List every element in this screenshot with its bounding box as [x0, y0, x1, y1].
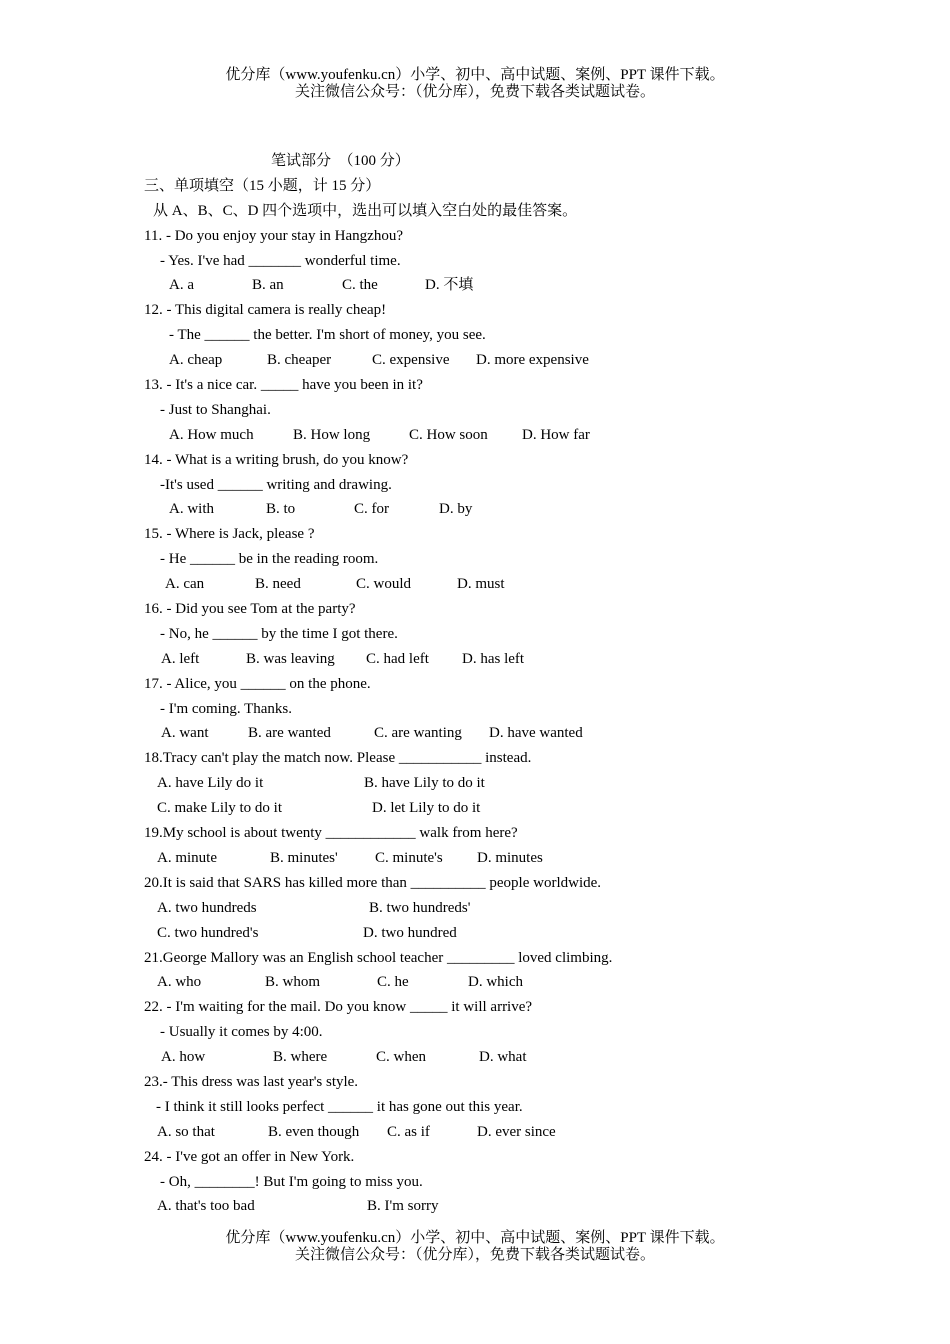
question-19-options	[144, 846, 864, 871]
question-13-stem: 13. - It's a nice car. _____ have you been in it?	[144, 377, 423, 394]
section-title: 笔试部分 （100 分）	[271, 153, 410, 169]
question-16-option-b: B. was leaving	[246, 650, 335, 667]
question-12-option-a: A. cheap	[169, 352, 223, 369]
exam-content	[144, 149, 864, 1219]
question-19-option-b: B. minutes'	[270, 849, 338, 866]
question-17-option-c: C. are wanting	[374, 725, 462, 742]
question-14-option-c: C. for	[354, 501, 389, 518]
question-11-options	[144, 273, 864, 298]
question-19-option-a: A. minute	[157, 849, 217, 866]
question-14-option-b: B. to	[266, 501, 296, 518]
question-15-stem: 15. - Where is Jack, please ?	[144, 526, 315, 543]
question-18-options-row-2	[144, 796, 864, 821]
question-13-option-c: C. How soon	[409, 426, 488, 443]
question-15-option-a: A. can	[165, 576, 205, 593]
question-12-option-d: D. more expensive	[476, 352, 589, 369]
question-15-option-b: B. need	[255, 576, 301, 593]
question-22-option-b: B. where	[273, 1049, 328, 1066]
header-line-1: 优分库（www.youfenku.cn）小学、初中、高中试题、案例、PPT 课件下载。	[225, 67, 725, 83]
question-14-response: -It's used ______ writing and drawing.	[160, 476, 392, 493]
question-18-option-a: A. have Lily do it	[157, 775, 264, 792]
question-20-options-row-2	[144, 921, 864, 946]
question-11-option-c: C. the	[342, 277, 378, 294]
question-12-options	[144, 348, 864, 373]
question-22-option-c: C. when	[376, 1049, 426, 1066]
question-24-option-a: A. that's too bad	[157, 1198, 255, 1215]
question-22-options	[144, 1045, 864, 1070]
question-15-option-d: D. must	[457, 576, 505, 593]
question-11-option-a: A. a	[169, 277, 194, 294]
question-21-option-c: C. he	[377, 974, 409, 991]
question-24-option-b: B. I'm sorry	[367, 1198, 439, 1215]
question-13-options	[144, 423, 864, 448]
footer-line-2: 关注微信公众号：（优分库），免费下载各类试题试卷。	[294, 1247, 655, 1263]
question-14-stem: 14. - What is a writing brush, do you know?	[144, 451, 409, 468]
question-12-option-c: C. expensive	[372, 352, 450, 369]
header-line-2: 关注微信公众号：（优分库），免费下载各类试题试卷。	[294, 84, 655, 100]
question-20-option-b: B. two hundreds'	[369, 899, 471, 916]
question-20-options-row-1	[144, 896, 864, 921]
question-14-option-d: D. by	[439, 501, 473, 518]
question-17-options	[144, 721, 864, 746]
question-21-options	[144, 970, 864, 995]
question-20-stem: 20.It is said that SARS has killed more than __________ people worldwide.	[144, 874, 602, 891]
question-22-option-d: D. what	[479, 1049, 527, 1066]
question-16-response: - No, he ______ by the time I got there.	[160, 625, 398, 642]
question-23-option-d: D. ever since	[477, 1123, 556, 1140]
question-22-option-a: A. how	[161, 1049, 206, 1066]
question-17-option-d: D. have wanted	[489, 725, 583, 742]
question-23-option-b: B. even though	[268, 1123, 360, 1140]
section-heading: 三、单项填空（15 小题，计 15 分）	[144, 177, 381, 194]
question-15-response: - He ______ be in the reading room.	[160, 551, 379, 568]
question-23-stem: 23.- This dress was last year's style.	[144, 1073, 359, 1090]
question-11-option-d: D. 不填	[425, 277, 474, 294]
question-18-option-d: D. let Lily to do it	[372, 800, 481, 817]
question-24-options	[144, 1194, 864, 1219]
question-16-options	[144, 647, 864, 672]
question-23-options	[144, 1120, 864, 1145]
question-22-response: - Usually it comes by 4:00.	[160, 1024, 323, 1041]
question-19-option-c: C. minute's	[375, 849, 443, 866]
question-21-option-b: B. whom	[265, 974, 321, 991]
question-17-response: - I'm coming. Thanks.	[160, 700, 292, 717]
question-21-option-d: D. which	[468, 974, 523, 991]
question-17-stem: 17. - Alice, you ______ on the phone.	[144, 675, 371, 692]
question-24-stem: 24. - I've got an offer in New York.	[144, 1148, 355, 1165]
footer-line-1: 优分库（www.youfenku.cn）小学、初中、高中试题、案例、PPT 课件下载。	[225, 1230, 725, 1246]
question-11-response: - Yes. I've had _______ wonderful time.	[160, 252, 401, 269]
question-17-option-b: B. are wanted	[248, 725, 331, 742]
question-16-option-d: D. has left	[462, 650, 525, 667]
question-13-option-b: B. How long	[293, 426, 371, 443]
question-20-option-a: A. two hundreds	[157, 899, 257, 916]
question-16-option-c: C. had left	[366, 650, 429, 667]
page-footer	[0, 1230, 950, 1264]
question-21-option-a: A. who	[157, 974, 202, 991]
question-20-option-c: C. two hundred's	[157, 924, 259, 941]
question-20-option-d: D. two hundred	[363, 924, 457, 941]
question-19-stem: 19.My school is about twenty ____________ walk from here?	[144, 825, 518, 842]
question-22-stem: 22. - I'm waiting for the mail. Do you know _____ it will arrive?	[144, 999, 533, 1016]
question-13-option-a: A. How much	[169, 426, 254, 443]
question-15-option-c: C. would	[356, 576, 412, 593]
question-18-option-b: B. have Lily to do it	[364, 775, 485, 792]
section-instruction: 从 A、B、C、D 四个选项中，选出可以填入空白处的最佳答案。	[153, 202, 578, 219]
question-24-response: - Oh, ________! But I'm going to miss you.	[160, 1173, 423, 1190]
question-18-option-c: C. make Lily to do it	[157, 800, 282, 817]
question-11-stem: 11. - Do you enjoy your stay in Hangzhou?	[144, 227, 403, 244]
question-11-option-b: B. an	[252, 277, 284, 294]
question-14-options	[144, 497, 864, 522]
question-16-option-a: A. left	[161, 650, 200, 667]
question-21-stem: 21.George Mallory was an English school teacher _________ loved climbing.	[144, 949, 613, 966]
question-18-options-row-1	[144, 771, 864, 796]
question-23-option-a: A. so that	[157, 1123, 215, 1140]
question-12-response: - The ______ the better. I'm short of money, you see.	[169, 327, 486, 344]
question-12-option-b: B. cheaper	[267, 352, 332, 369]
question-23-response: - I think it still looks perfect ______ it has gone out this year.	[156, 1098, 523, 1115]
question-15-options	[144, 572, 864, 597]
question-13-option-d: D. How far	[522, 426, 590, 443]
question-19-option-d: D. minutes	[477, 849, 543, 866]
question-16-stem: 16. - Did you see Tom at the party?	[144, 601, 356, 618]
question-18-stem: 18.Tracy can't play the match now. Please ___________ instead.	[144, 750, 532, 767]
question-12-stem: 12. - This digital camera is really cheap!	[144, 302, 387, 319]
question-14-option-a: A. with	[169, 501, 214, 518]
question-13-response: - Just to Shanghai.	[160, 401, 271, 418]
question-23-option-c: C. as if	[387, 1123, 430, 1140]
question-17-option-a: A. want	[161, 725, 209, 742]
page-header	[0, 67, 950, 101]
